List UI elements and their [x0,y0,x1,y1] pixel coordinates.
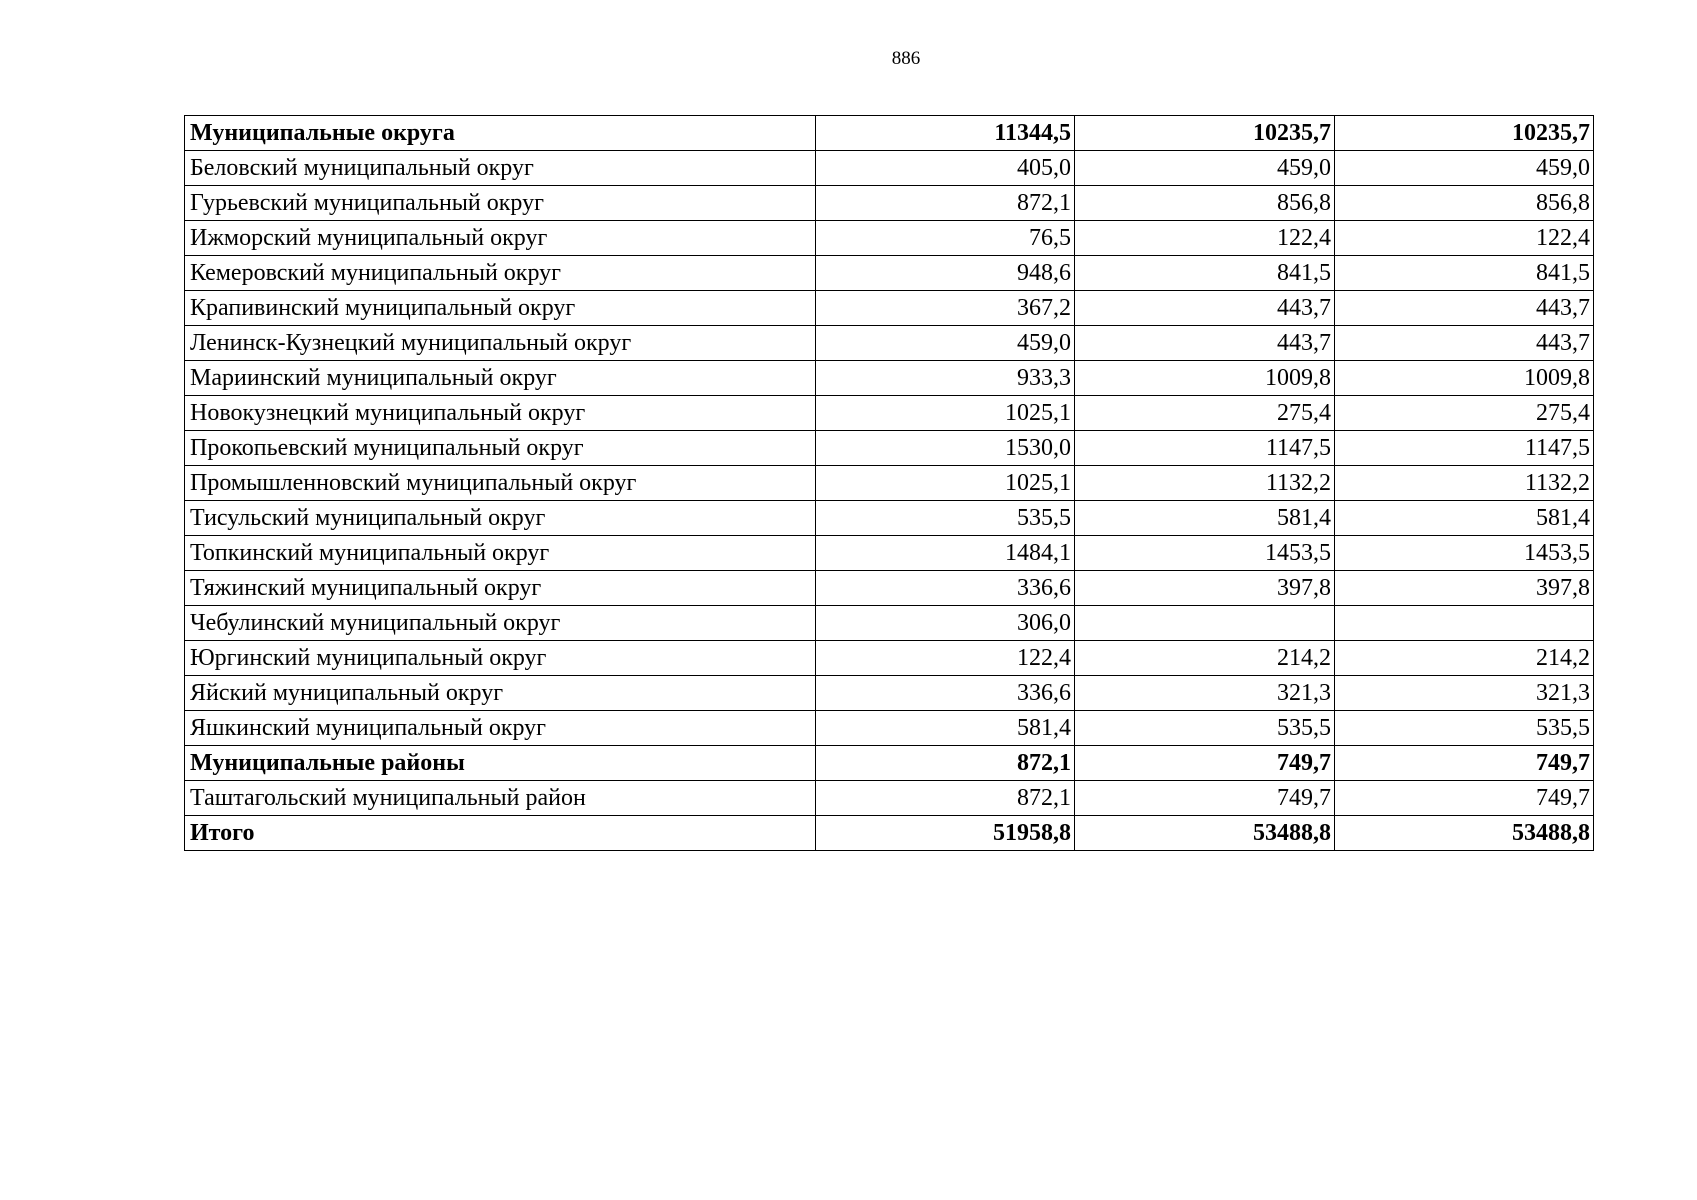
row-name-cell: Беловский муниципальный округ [185,151,816,186]
row-name-cell: Муниципальные районы [185,746,816,781]
row-value-3-cell: 214,2 [1335,641,1594,676]
table-row [185,571,1594,606]
row-value-2-cell: 122,4 [1075,221,1335,256]
row-value-2-cell: 581,4 [1075,501,1335,536]
row-value-2-cell: 749,7 [1075,746,1335,781]
row-name-cell: Чебулинский муниципальный округ [185,606,816,641]
row-value-2-cell: 53488,8 [1075,816,1335,851]
row-name-cell: Таштагольский муниципальный район [185,781,816,816]
row-value-3-cell: 443,7 [1335,326,1594,361]
table-row [185,781,1594,816]
row-value-1-cell: 872,1 [816,746,1075,781]
row-value-3-cell: 1132,2 [1335,466,1594,501]
table-row-subtotal [185,116,1594,151]
row-value-1-cell: 306,0 [816,606,1075,641]
table-row [185,256,1594,291]
row-name-cell: Промышленновский муниципальный округ [185,466,816,501]
row-value-3-cell: 1453,5 [1335,536,1594,571]
row-value-2-cell: 10235,7 [1075,116,1335,151]
row-value-2-cell: 749,7 [1075,781,1335,816]
row-name-cell: Прокопьевский муниципальный округ [185,431,816,466]
table-row [185,361,1594,396]
table-row [185,641,1594,676]
row-value-1-cell: 1025,1 [816,466,1075,501]
table-row [185,676,1594,711]
row-name-cell: Мариинский муниципальный округ [185,361,816,396]
row-value-3-cell: 459,0 [1335,151,1594,186]
row-name-cell: Новокузнецкий муниципальный округ [185,396,816,431]
row-name-cell: Гурьевский муниципальный округ [185,186,816,221]
page-number: 886 [891,48,921,69]
row-value-3-cell: 275,4 [1335,396,1594,431]
table-body [185,116,1594,851]
row-value-3-cell: 581,4 [1335,501,1594,536]
row-value-1-cell: 122,4 [816,641,1075,676]
row-value-2-cell: 443,7 [1075,291,1335,326]
row-name-cell: Ижморский муниципальный округ [185,221,816,256]
row-value-1-cell: 933,3 [816,361,1075,396]
row-value-3-cell: 749,7 [1335,746,1594,781]
row-name-cell: Ленинск-Кузнецкий муниципальный округ [185,326,816,361]
row-value-1-cell: 405,0 [816,151,1075,186]
row-value-2-cell: 443,7 [1075,326,1335,361]
table-row [185,396,1594,431]
table-row [185,466,1594,501]
row-value-2-cell: 459,0 [1075,151,1335,186]
row-value-3-cell: 122,4 [1335,221,1594,256]
row-value-3-cell: 856,8 [1335,186,1594,221]
row-value-1-cell: 872,1 [816,186,1075,221]
row-value-2-cell: 275,4 [1075,396,1335,431]
row-value-2-cell: 321,3 [1075,676,1335,711]
row-value-3-cell: 749,7 [1335,781,1594,816]
row-value-2-cell: 1453,5 [1075,536,1335,571]
row-value-1-cell: 1484,1 [816,536,1075,571]
row-value-2-cell: 214,2 [1075,641,1335,676]
row-value-2-cell: 1147,5 [1075,431,1335,466]
row-value-1-cell: 872,1 [816,781,1075,816]
row-name-cell: Итого [185,816,816,851]
table-row [185,536,1594,571]
row-value-2-cell: 856,8 [1075,186,1335,221]
row-name-cell: Кемеровский муниципальный округ [185,256,816,291]
row-value-2-cell: 397,8 [1075,571,1335,606]
row-value-3-cell: 1009,8 [1335,361,1594,396]
row-value-1-cell: 11344,5 [816,116,1075,151]
data-table [184,115,1594,851]
row-value-2-cell [1075,606,1335,641]
table-row [185,431,1594,466]
table-row [185,711,1594,746]
table-row [185,501,1594,536]
row-value-3-cell: 841,5 [1335,256,1594,291]
row-name-cell: Тисульский муниципальный округ [185,501,816,536]
row-name-cell: Яйский муниципальный округ [185,676,816,711]
table-row [185,326,1594,361]
row-value-1-cell: 948,6 [816,256,1075,291]
table-row [185,186,1594,221]
table-row [185,151,1594,186]
table-row [185,221,1594,256]
row-name-cell: Муниципальные округа [185,116,816,151]
row-name-cell: Тяжинский муниципальный округ [185,571,816,606]
row-value-1-cell: 76,5 [816,221,1075,256]
row-value-3-cell: 10235,7 [1335,116,1594,151]
row-value-1-cell: 581,4 [816,711,1075,746]
table-row-subtotal [185,816,1594,851]
row-name-cell: Крапивинский муниципальный округ [185,291,816,326]
table-row [185,606,1594,641]
row-name-cell: Юргинский муниципальный округ [185,641,816,676]
row-value-2-cell: 841,5 [1075,256,1335,291]
row-value-1-cell: 535,5 [816,501,1075,536]
row-value-1-cell: 1025,1 [816,396,1075,431]
row-value-1-cell: 336,6 [816,676,1075,711]
row-value-2-cell: 535,5 [1075,711,1335,746]
row-value-2-cell: 1009,8 [1075,361,1335,396]
row-name-cell: Яшкинский муниципальный округ [185,711,816,746]
row-value-3-cell: 1147,5 [1335,431,1594,466]
row-value-1-cell: 51958,8 [816,816,1075,851]
row-value-3-cell: 535,5 [1335,711,1594,746]
row-value-1-cell: 459,0 [816,326,1075,361]
row-name-cell: Топкинский муниципальный округ [185,536,816,571]
row-value-2-cell: 1132,2 [1075,466,1335,501]
row-value-3-cell: 443,7 [1335,291,1594,326]
row-value-1-cell: 367,2 [816,291,1075,326]
row-value-3-cell [1335,606,1594,641]
row-value-3-cell: 53488,8 [1335,816,1594,851]
row-value-1-cell: 336,6 [816,571,1075,606]
row-value-3-cell: 321,3 [1335,676,1594,711]
table-row [185,291,1594,326]
table-row-subtotal [185,746,1594,781]
row-value-1-cell: 1530,0 [816,431,1075,466]
row-value-3-cell: 397,8 [1335,571,1594,606]
